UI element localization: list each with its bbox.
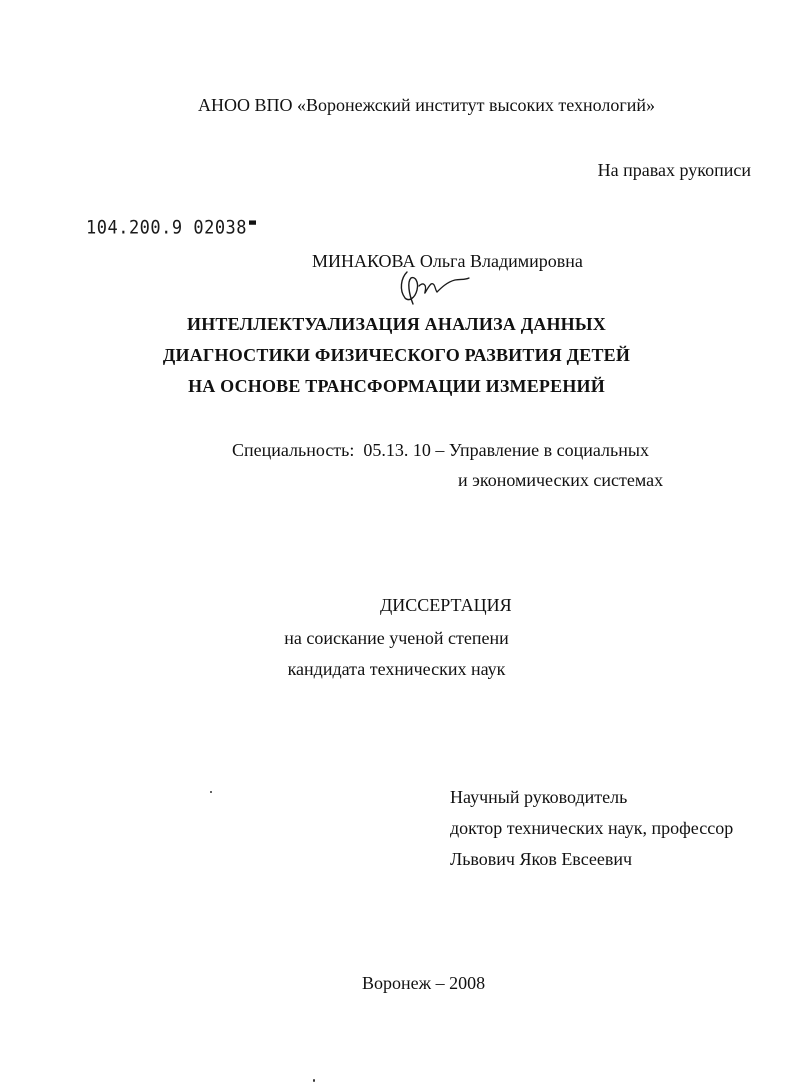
document-type-heading: ДИССЕРТАЦИЯ	[380, 595, 512, 615]
title-line-2: ДИАГНОСТИКИ ФИЗИЧЕСКОГО РАЗВИТИЯ ДЕТЕЙ	[162, 345, 631, 365]
archive-stamp-number	[86, 217, 256, 239]
city-year: Воронеж – 2008	[362, 973, 486, 993]
title-line-1: ИНТЕЛЛЕКТУАЛИЗАЦИЯ АНАЛИЗА ДАННЫХ	[187, 314, 606, 334]
institution-name: АНОО ВПО «Воронежский институт высоких технологий»	[197, 95, 656, 115]
stamp-number-text: 104.200.9 02038	[86, 217, 248, 239]
degree-line-1: на соискание ученой степени	[284, 628, 509, 648]
specialty-line-2: и экономических системах	[458, 470, 664, 490]
stamp-mark-icon	[249, 220, 256, 224]
author-name: МИНАКОВА Ольга Владимировна	[312, 251, 583, 271]
title-line-3: НА ОСНОВЕ ТРАНСФОРМАЦИИ ИЗМЕРЕНИЙ	[188, 376, 605, 396]
handwritten-signature	[393, 268, 473, 308]
rights-note: На правах рукописи	[597, 160, 751, 180]
supervisor-rank: доктор технических наук, профессор	[450, 818, 734, 838]
specialty-line-1: Специальность: 05.13. 10 – Управление в социальных	[232, 440, 649, 460]
scan-speck	[210, 791, 212, 793]
degree-line-2: кандидата технических наук	[287, 659, 506, 679]
supervisor-name: Львович Яков Евсеевич	[450, 849, 633, 869]
scan-speck	[313, 1079, 315, 1082]
supervisor-role: Научный руководитель	[450, 787, 628, 807]
